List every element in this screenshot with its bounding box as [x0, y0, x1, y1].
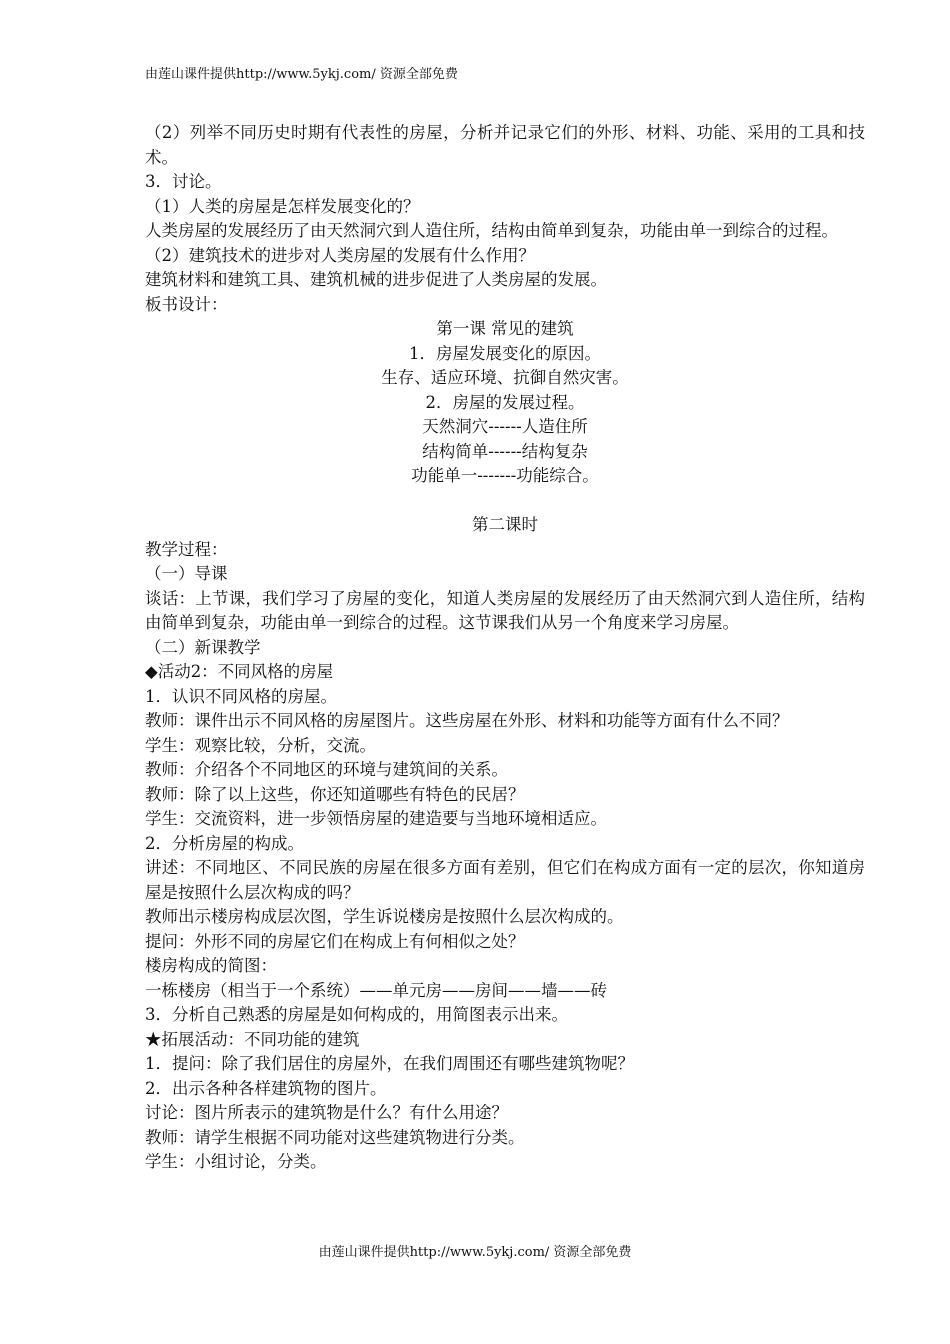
board-line: 功能单一-------功能综合。 — [411, 466, 599, 485]
paragraph: 教师出示楼房构成层次图，学生诉说楼房是按照什么层次构成的。 — [145, 907, 624, 926]
paragraph: ◆活动2：不同风格的房屋 — [145, 662, 334, 681]
paragraph: 学生：观察比较，分析，交流。 — [145, 735, 376, 755]
paragraph: 楼房构成的简图： — [145, 956, 277, 975]
paragraph: 1．提问：除了我们居住的房屋外，在我们周围还有哪些建筑物呢？ — [145, 1054, 634, 1073]
paragraph: 教学过程： — [145, 539, 228, 559]
paragraph: 3．分析自己熟悉的房屋是如何构成的，用简图表示出来。 — [145, 1005, 568, 1024]
paragraph: 建筑材料和建筑工具、建筑机械的进步促进了人类房屋的发展。 — [145, 270, 607, 289]
paragraph: （2）建筑技术的进步对人类房屋的发展有什么作用？ — [145, 245, 535, 265]
paragraph: 板书设计： — [145, 294, 228, 314]
paragraph: （二）新课教学 — [145, 637, 261, 657]
paragraph: ★拓展活动：不同功能的建筑 — [145, 1029, 360, 1049]
paragraph: 提问：外形不同的房屋它们在构成上有何相似之处？ — [145, 931, 525, 951]
board-line: 结构简单------结构复杂 — [422, 441, 588, 461]
board-design — [145, 317, 865, 489]
board-line: 1．房屋发展变化的原因。 — [409, 343, 601, 363]
paragraph: 学生：小组讨论，分类。 — [145, 1152, 327, 1171]
paragraph: （2）列举不同历史时期有代表性的房屋，分析并记录它们的外形、材料、功能、采用的工具和技术。 — [145, 123, 865, 167]
document-body — [145, 121, 865, 1175]
paragraph: （1）人类的房屋是怎样发展变化的？ — [145, 196, 420, 216]
paragraph: 2．分析房屋的构成。 — [145, 833, 304, 853]
board-line: 生存、适应环境、抗御自然灾害。 — [381, 368, 629, 387]
paragraph: 教师：课件出示不同风格的房屋图片。这些房屋在外形、材料和功能等方面有什么不同？ — [145, 711, 789, 730]
paragraph: 2．出示各种各样建筑物的图片。 — [145, 1078, 387, 1098]
paragraph: 1．认识不同风格的房屋。 — [145, 686, 337, 706]
paragraph: 一栋楼房（相当于一个系统）——单元房——房间——墙——砖 — [145, 980, 607, 1000]
paragraph: （一）导课 — [145, 564, 228, 583]
board-title: 第一课 常见的建筑 — [436, 319, 574, 338]
page-footer: 由莲山课件提供http://www.5ykj.com/ 资源全部免费 — [318, 1245, 632, 1260]
board-line: 2．房屋的发展过程。 — [425, 392, 585, 412]
paragraph: 谈话：上节课，我们学习了房屋的变化，知道人类房屋的发展经历了由天然洞穴到人造住所，结构由简单到复杂，功能由单一到综合的过程。这节课我们从另一个角度来学习房屋。 — [145, 588, 865, 632]
blank-line — [145, 489, 865, 514]
section-title: 第二课时 — [472, 515, 538, 534]
paragraph: 讲述：不同地区、不同民族的房屋在很多方面有差别，但它们在构成方面有一定的层次，你知道房屋是按照什么层次构成的吗？ — [145, 858, 865, 902]
page-header: 由莲山课件提供http://www.5ykj.com/ 资源全部免费 — [145, 67, 458, 82]
paragraph: 人类房屋的发展经历了由天然洞穴到人造住所，结构由简单到复杂，功能由单一到综合的过程。 — [145, 221, 838, 240]
paragraph: 教师：请学生根据不同功能对这些建筑物进行分类。 — [145, 1127, 525, 1147]
paragraph: 教师：除了以上这些，你还知道哪些有特色的民居？ — [145, 784, 525, 804]
board-line: 天然洞穴------人造住所 — [422, 417, 588, 436]
paragraph: 3．讨论。 — [145, 172, 222, 191]
paragraph: 学生：交流资料，进一步领悟房屋的建造要与当地环境相适应。 — [145, 809, 607, 828]
paragraph: 讨论：图片所表示的建筑物是什么？有什么用途？ — [145, 1103, 508, 1122]
paragraph: 教师：介绍各个不同地区的环境与建筑间的关系。 — [145, 760, 508, 779]
